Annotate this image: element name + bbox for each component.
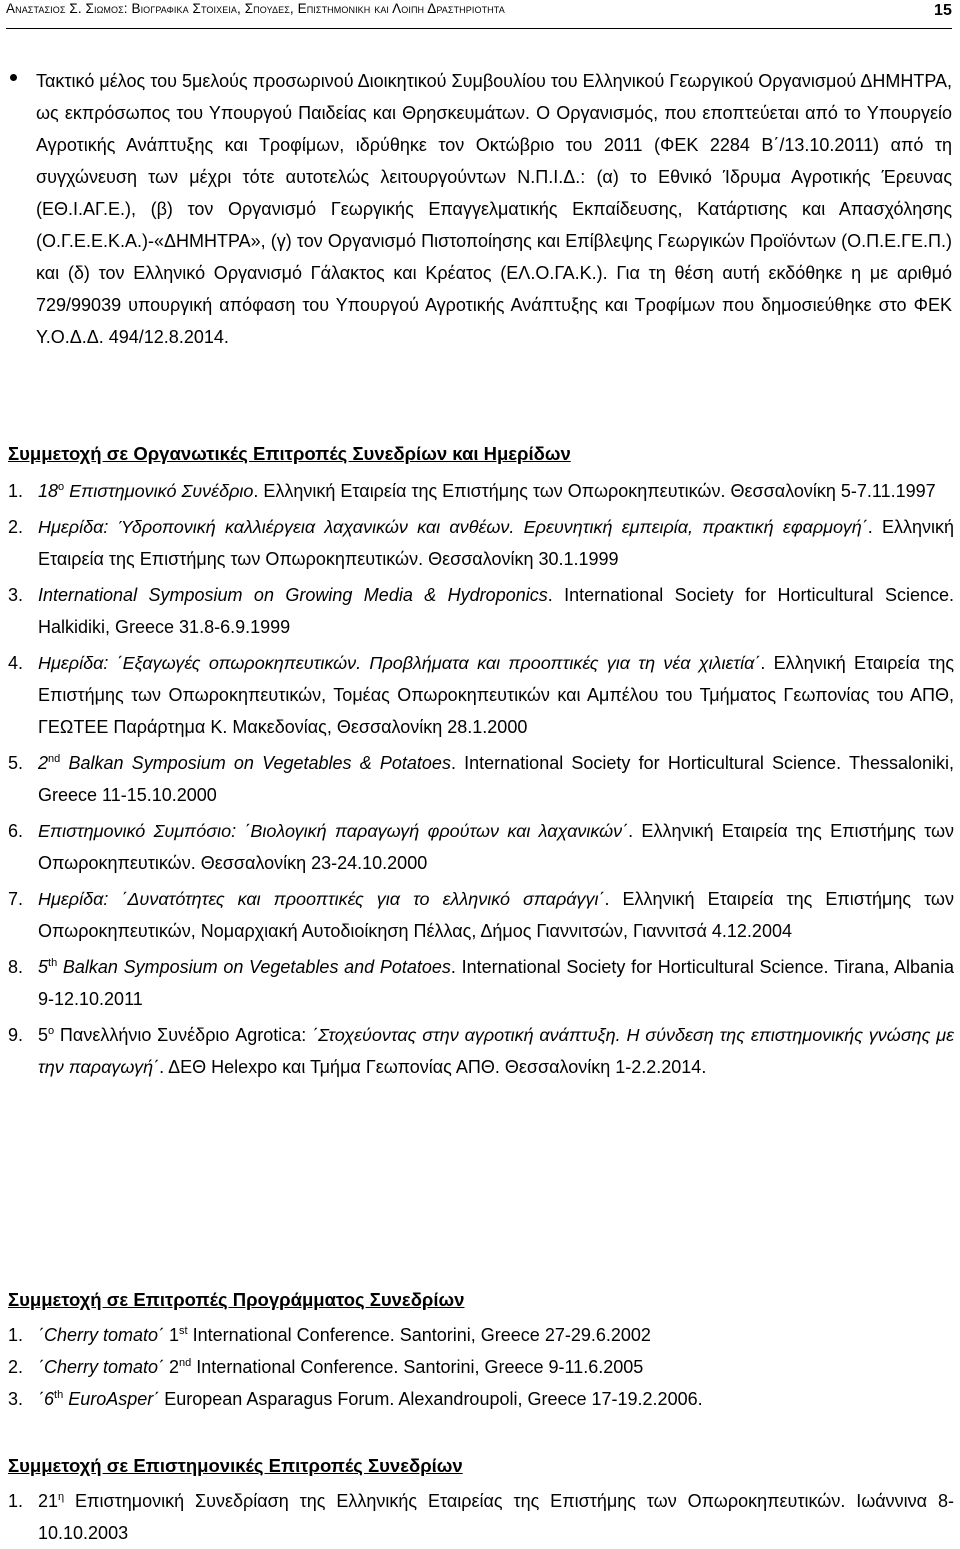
text-run: European Asparagus Forum. Alexandroupoli, Greece 17-19.2.2006.	[159, 1389, 703, 1409]
italic-text: Ημερίδα: ΄Δυνατότητες και προοπτικές για το ελληνικό σπαράγγι΄	[38, 889, 605, 909]
text-run: . Ελληνική Εταιρεία της Επιστήμης των Οπωροκηπευτικών, Νομαρχιακή Αυτοδιοίκηση Πέλλας, Δήμος Γιαννιτσών, Γιαννιτσά 4.12.2004	[38, 889, 954, 941]
page-header	[6, 0, 952, 29]
item-text	[38, 475, 954, 507]
text-run: 5	[38, 1025, 49, 1045]
list-item	[8, 815, 954, 879]
text-run: Πανελλήνιο Συνέδριο Agrotica:	[54, 1025, 313, 1045]
superscript-text: nd	[179, 1357, 192, 1369]
italic-text: Ημερίδα: ΄Εξαγωγές οπωροκηπευτικών. Προβλήματα και προοπτικές για τη νέα χιλιετία΄	[38, 653, 761, 673]
list-item	[8, 883, 954, 947]
superscript-text: th	[48, 957, 58, 969]
text-run: 21	[38, 1491, 59, 1511]
item-text	[38, 1019, 954, 1083]
item-text	[38, 647, 954, 743]
superscript-text: th	[54, 1389, 64, 1401]
italic-text: Balkan Symposium on Vegetables and Potatoes	[57, 957, 451, 977]
item-number: 1.	[8, 1325, 24, 1345]
item-number: 1.	[8, 481, 24, 501]
section-title: Συμμετοχή σε Επιστημονικές Επιτροπές Συνεδρίων	[8, 1455, 463, 1476]
item-number: 8.	[8, 957, 24, 977]
bullet-icon	[10, 74, 17, 81]
italic-text: 5	[38, 957, 49, 977]
list-item	[8, 1485, 954, 1549]
item-text	[38, 1351, 954, 1383]
text-run: . International Society for Horticultural Science. Halkidiki, Greece 31.8-6.9.1999	[38, 585, 954, 637]
italic-text: Balkan Symposium on Vegetables & Potatoes	[60, 753, 451, 773]
item-text	[38, 951, 954, 1015]
superscript-text: nd	[48, 753, 61, 765]
item-text	[38, 747, 954, 811]
item-number: 4.	[8, 653, 24, 673]
item-text	[38, 815, 954, 879]
text-run: International Conference. Santorini, Greece 27-29.6.2002	[187, 1325, 651, 1345]
text-run: 2	[164, 1357, 180, 1377]
italic-text: 2	[38, 753, 49, 773]
superscript-text: ο	[58, 481, 65, 493]
section-organizing-committees	[8, 440, 954, 1083]
item-number: 7.	[8, 889, 24, 909]
item-text	[38, 511, 954, 575]
text-run: Επιστημονική Συνεδρίαση της Ελληνικής Εταιρείας της Επιστήμης των Οπωροκηπευτικών. Ιωάννινα 8-10.10.2003	[38, 1491, 954, 1543]
section-scientific-committees	[8, 1452, 954, 1549]
italic-text: International Symposium on Growing Media & Hydroponics	[38, 585, 548, 605]
section-title: Συμμετοχή σε Επιτροπές Προγράμματος Συνεδρίων	[8, 1289, 465, 1310]
superscript-text: st	[179, 1325, 188, 1337]
italic-text: ΄6	[38, 1389, 55, 1409]
list-item	[8, 1383, 954, 1415]
item-list	[8, 475, 954, 1083]
item-number: 9.	[8, 1025, 24, 1045]
text-run: . Ελληνική Εταιρεία της Επιστήμης των Οπωροκηπευτικών. Θεσσαλονίκη 30.1.1999	[38, 517, 954, 569]
text-run: International Conference. Santorini, Greece 9-11.6.2005	[191, 1357, 644, 1377]
item-number: 3.	[8, 585, 24, 605]
section-program-committees	[8, 1286, 954, 1415]
item-text	[38, 1485, 954, 1549]
item-number: 1.	[8, 1491, 24, 1511]
list-item	[8, 1319, 954, 1351]
item-text	[38, 1383, 954, 1415]
item-list	[8, 1319, 954, 1415]
item-number: 6.	[8, 821, 24, 841]
text-run: . International Society for Horticultural Science. Tirana, Albania 9-12.10.2011	[38, 957, 955, 1009]
italic-text: Επιστημονικό Συνέδριο	[64, 481, 254, 501]
text-run: 1	[164, 1325, 180, 1345]
running-header: Αναστασιος Σ. Σιωμος: Βιογραφικα Στοιχεια, Σπουδες, Επιστημονικη και Λοιπη Δραστηριοτητα	[6, 1, 505, 16]
italic-text: ΄Cherry tomato΄	[38, 1325, 165, 1345]
text-run: . Ελληνική Εταιρεία της Επιστήμης των Οπωροκηπευτικών, Τομέας Οπωροκηπευτικών και Αμπέλου του Τμήματος Γεωπονίας του ΑΠΘ, ΓΕΩΤΕΕ Παράρτημα Κ. Μακεδονίας, Θεσσαλονίκη 28.1.2000	[38, 653, 955, 737]
section-title: Συμμετοχή σε Οργανωτικές Επιτροπές Συνεδρίων και Ημερίδων	[8, 443, 571, 464]
bullet-text: Τακτικό μέλος του 5μελούς προσωρινού Διοικητικού Συμβουλίου του Ελληνικού Γεωργικού Οργανισμού ΔΗΜΗΤΡΑ, ως εκπρόσωπος του Υπουργού Παιδείας και Θρησκευμάτων. Ο Οργανισμός, που εποπτεύεται από το Υπουργείο Αγροτικής Ανάπτυξης και Τροφίμων, ιδρύθηκε τον Οκτώβριο του 2011 (ΦΕΚ 2284 Β΄/13.10.2011) από τη συγχώνευση των μέχρι τότε αυτοτελώς λειτουργούντων Ν.Π.Ι.Δ.: (α) το Εθνικό Ίδρυμα Αγροτικής Έρευνας (ΕΘ.Ι.ΑΓ.Ε.), (β) τον Οργανισμό Γεωργικής Επαγγελματικής Εκπαίδευσης, Κατάρτισης και Απασχόλησης (Ο.Γ.Ε.Ε.Κ.Α.)-«ΔΗΜΗΤΡΑ», (γ) τον Οργανισμό Πιστοποίησης και Επίβλεψης Γεωργικών Προϊόντων (Ο.Π.Ε.ΓΕ.Π.) και (δ) τον Ελληνικό Οργανισμό Γάλακτος και Κρέατος (ΕΛ.Ο.ΓΑ.Κ.). Για τη θέση αυτή εκδόθηκε η με αριθμό 729/99039 υπουργική απόφαση του Υπουργού Αγροτικής Ανάπτυξης και Τροφίμων που δημοσιεύθηκε στο ΦΕΚ Υ.Ο.Δ.Δ. 494/12.8.2014.	[36, 71, 952, 347]
superscript-text: ο	[48, 1025, 55, 1037]
italic-text: 18	[38, 481, 59, 501]
item-text	[38, 883, 954, 947]
list-item	[8, 951, 954, 1015]
list-item	[8, 647, 954, 743]
list-item	[8, 1351, 954, 1383]
page-number: 15	[934, 2, 952, 19]
text-run: . Ελληνική Εταιρεία της Επιστήμης των Οπωροκηπευτικών. Θεσσαλονίκη 5-7.11.1997	[253, 481, 936, 501]
list-item	[8, 475, 954, 507]
bullet-paragraph	[8, 65, 952, 353]
item-number: 5.	[8, 753, 24, 773]
italic-text: Ημερίδα: Ύδροπονική καλλιέργεια λαχανικών και ανθέων. Ερευνητική εμπειρία, πρακτική εφαρμογή΄	[38, 517, 868, 537]
superscript-text: η	[58, 1491, 65, 1503]
item-text	[38, 579, 954, 643]
item-number: 3.	[8, 1389, 24, 1409]
italic-text: ΄Στοχεύοντας στην αγροτική ανάπτυξη. Η σύνδεση της επιστημονικής γνώσης με την παραγωγή΄	[38, 1025, 954, 1077]
italic-text: EuroAsper΄	[63, 1389, 160, 1409]
item-number: 2.	[8, 1357, 24, 1377]
list-item	[8, 579, 954, 643]
text-run: . International Society for Horticultural Science. Thessaloniki, Greece 11-15.10.2000	[38, 753, 954, 805]
text-run: . Ελληνική Εταιρεία της Επιστήμης των Οπωροκηπευτικών. Θεσσαλονίκη 23-24.10.2000	[38, 821, 954, 873]
italic-text: Επιστημονικό Συμπόσιο: ΄Βιολογική παραγωγή φρούτων και λαχανικών΄	[38, 821, 629, 841]
list-item	[8, 1019, 954, 1083]
item-list	[8, 1485, 954, 1549]
list-item	[8, 747, 954, 811]
italic-text: ΄Cherry tomato΄	[38, 1357, 165, 1377]
list-item	[8, 511, 954, 575]
item-number: 2.	[8, 517, 24, 537]
item-text	[38, 1319, 954, 1351]
text-run: . ΔΕΘ Helexpo και Τμήμα Γεωπονίας ΑΠΘ. Θεσσαλονίκη 1-2.2.2014.	[159, 1057, 707, 1077]
